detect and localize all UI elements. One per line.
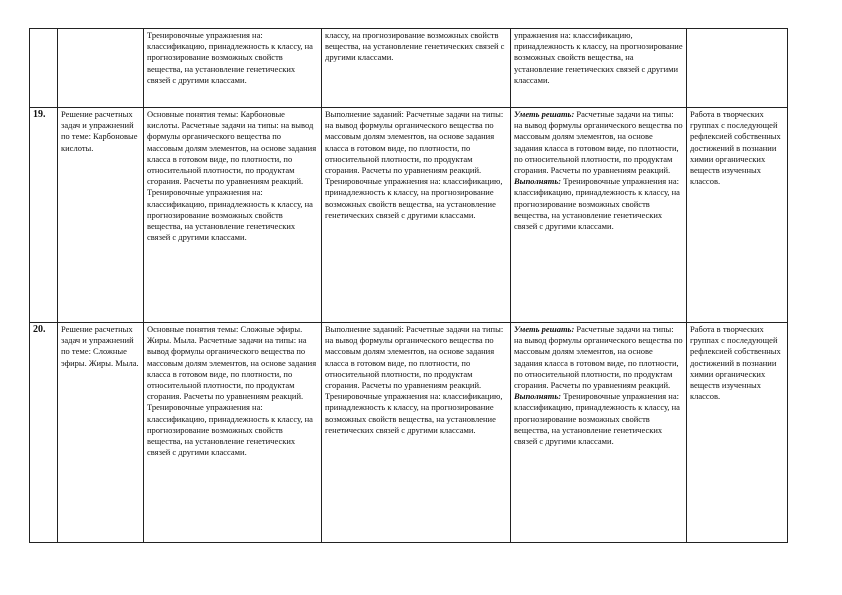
topic-text: Решение расчетных задач и упражнений по теме: Сложные эфиры. Жиры. Мыла. [61, 324, 139, 368]
cell-number [30, 29, 58, 108]
lesson-plan-table [29, 28, 788, 543]
table-row [30, 29, 788, 108]
concepts-text: Основные понятия темы: Сложные эфиры. Жиры. Мыла. Расчетные задачи на типы: на вывод формулы органического вещества по массовым долям элементов, на основе задания класса в готовом виде, по плотности, по относительной плотности, по продуктам сгорания. Расчеты по уравнениям реакций. Тренировочные упражнения на: классификацию, принадлежность к классу, на прогнозирование возможных свойств вещества, на установление генетических связей с другими классами. [147, 324, 317, 458]
table-row [30, 108, 788, 323]
results-label-solve: Уметь решать: [514, 324, 575, 334]
row-number: 19. [33, 109, 46, 120]
cell-topic [58, 323, 144, 543]
table-row [30, 323, 788, 543]
results-text: Расчетные задачи на типы: на вывод формулы органического вещества по массовым долям элементов, на основе задания класса в готовом виде, по плотности, по относительной плотности, по продуктам сгорания. Расчеты по уравнениям реакций. [514, 324, 683, 391]
results-label-perform: Выполнять: [514, 176, 562, 187]
activity-text: Выполнение заданий: Расчетные задачи на типы: на вывод формулы органического вещества по массовым долям элементов, на основе задания класса в готовом виде, по плотности, по относительной плотности, по продуктам сгорания. Расчеты по уравнениям реакций. Тренировочные упражнения на: классификацию, принадлежность к классу, на прогнозирование возможных свойств вещества, на установление генетических связей с другими классами. [325, 109, 504, 220]
cell-form [687, 29, 788, 108]
results-text: Тренировочные упражнения на: классификацию, принадлежность к классу, на прогнозирование возможных свойств вещества, на установление генетических связей с другими классами. [514, 176, 680, 232]
results-text: упражнения на: классификацию, принадлежность к классу, на прогнозирование возможных свойств вещества, на установление генетических связей с другими классами. [514, 30, 683, 85]
cell-form [687, 323, 788, 543]
form-text: Работа в творческих группах с последующей рефлексией собственных достижений в познании химии органических веществ изученных классов. [690, 324, 781, 402]
cell-results [511, 108, 687, 323]
row-number: 20. [33, 324, 46, 335]
activity-text: классу, на прогнозирование возможных свойств вещества, на установление генетических связей с другими классами. [325, 30, 505, 63]
concepts-text: Тренировочные упражнения на: классификацию, принадлежность к классу, на прогнозирование возможных свойств вещества, на установление генетических связей с другими классами. [147, 30, 313, 85]
cell-activity [322, 29, 511, 108]
cell-number [30, 323, 58, 543]
cell-form [687, 108, 788, 323]
topic-text: Решение расчетных задач и упражнений по теме: Карбоновые кислоты. [61, 109, 138, 153]
cell-topic [58, 108, 144, 323]
cell-results [511, 29, 687, 108]
cell-concepts [144, 323, 322, 543]
cell-activity [322, 323, 511, 543]
results-text: Расчетные задачи на типы: на вывод формулы органического вещества по массовым долям элементов, на основе задания класса в готовом виде, по плотности, по относительной плотности, по продуктам сгорания. Расчеты по уравнениям реакций. [514, 109, 683, 176]
cell-concepts [144, 29, 322, 108]
cell-number [30, 108, 58, 323]
cell-activity [322, 108, 511, 323]
results-label-perform: Выполнять: [514, 391, 562, 402]
activity-text: Выполнение заданий: Расчетные задачи на типы: на вывод формулы органического вещества по массовым долям элементов, на основе задания класса в готовом виде, по плотности, по относительной плотности, по продуктам сгорания. Расчеты по уравнениям реакций. Тренировочные упражнения на: классификацию, принадлежность к классу, на прогнозирование возможных свойств вещества, на установление генетических связей с другими классами. [325, 324, 504, 435]
cell-results [511, 323, 687, 543]
results-text: Тренировочные упражнения на: классификацию, принадлежность к классу, на прогнозирование возможных свойств вещества, на установление генетических связей с другими классами. [514, 391, 680, 447]
form-text: Работа в творческих группах с последующей рефлексией собственных достижений в познании химии органических веществ изученных классов. [690, 109, 781, 187]
cell-concepts [144, 108, 322, 323]
concepts-text: Основные понятия темы: Карбоновые кислоты. Расчетные задачи на типы: на вывод формулы органического вещества по массовым долям элементов, на основе задания класса в готовом виде, по плотности, по относительной плотности, по продуктам сгорания. Расчеты по уравнениям реакций. Тренировочные упражнения на: классификацию, принадлежность к классу, на прогнозирование возможных свойств вещества, на установление генетических связей с другими классами. [147, 109, 317, 243]
cell-topic [58, 29, 144, 108]
results-label-solve: Уметь решать: [514, 109, 575, 119]
